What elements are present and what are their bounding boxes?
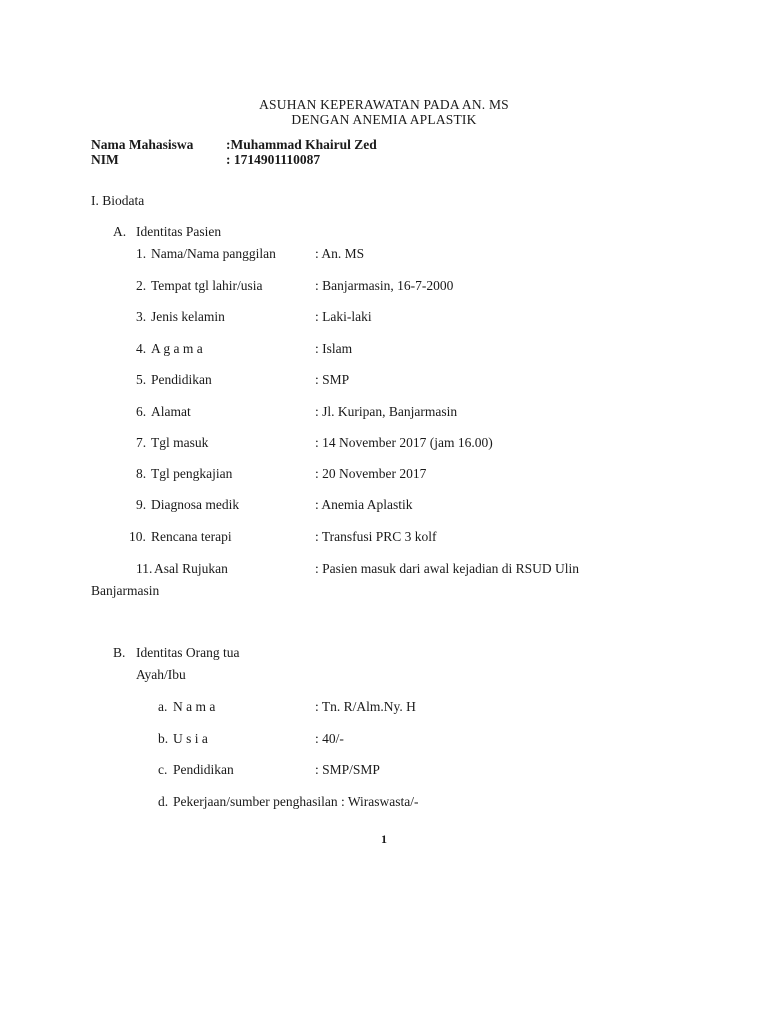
row-number: c. [158,762,168,777]
row-label: Tempat tgl lahir/usia [151,278,263,293]
page-number: 1 [381,832,387,846]
row-value: : Laki-laki [315,309,372,324]
row-label: N a m a [173,699,216,714]
row-value: : SMP [315,372,350,387]
document-title-line1: ASUHAN KEPERAWATAN PADA AN. MS [259,97,509,112]
row-value: : SMP/SMP [315,762,380,777]
row-number: b. [158,731,169,746]
row-label: Pendidikan [173,762,234,777]
row-value: : Tn. R/Alm.Ny. H [315,699,416,714]
patient-row [0,278,768,296]
patient-heading: Identitas Pasien [136,224,222,239]
student-name-value: :Muhammad Khairul Zed [226,137,377,152]
row-label: Alamat [151,404,191,419]
patient-row [0,466,768,484]
patient-row [0,561,768,579]
patient-row [0,529,768,547]
row-label: Tgl pengkajian [151,466,233,481]
patient-row [0,341,768,359]
row-value: : Pasien masuk dari awal kejadian di RSUD Ulin [315,561,579,576]
row-value: : 40/- [315,731,344,746]
row-value: : An. MS [315,246,365,261]
patient-row-continuation: Banjarmasin [91,583,160,598]
parents-heading-letter: B. [113,645,126,660]
row-value: : Banjarmasin, 16-7-2000 [315,278,454,293]
patient-row [0,435,768,453]
row-label: Asal Rujukan [154,561,228,576]
parent-row [0,762,768,780]
document-title-line2: DENGAN ANEMIA APLASTIK [291,112,477,127]
row-number: d. [158,794,169,809]
row-number: 10. [129,529,146,544]
row-number: 6. [136,404,147,419]
row-value: : 20 November 2017 [315,466,427,481]
row-label: U s i a [173,731,208,746]
row-number: 7. [136,435,147,450]
row-number: 8. [136,466,147,481]
row-text: Pekerjaan/sumber penghasilan : Wiraswasta/- [173,794,419,809]
patient-heading-letter: A. [113,224,127,239]
parents-subheading: Ayah/Ibu [136,667,186,682]
row-value: : Jl. Kuripan, Banjarmasin [315,404,458,419]
parent-row [0,699,768,717]
parent-row [0,794,768,812]
student-nim-value: : 1714901110087 [226,152,321,167]
patient-row [0,372,768,390]
row-number: 5. [136,372,147,387]
patient-row [0,497,768,515]
parent-row [0,731,768,749]
student-name-label: Nama Mahasiswa [91,137,194,152]
row-label: Tgl masuk [151,435,209,450]
row-number: 2. [136,278,147,293]
row-number: 11. [136,561,153,576]
patient-row [0,404,768,422]
row-value: : Transfusi PRC 3 kolf [315,529,437,544]
row-number: 3. [136,309,147,324]
row-label: Rencana terapi [151,529,232,544]
row-label: Pendidikan [151,372,212,387]
patient-row [0,246,768,264]
row-number: 4. [136,341,147,356]
row-value: : Islam [315,341,353,356]
row-number: a. [158,699,168,714]
section-biodata-heading: I. Biodata [91,193,145,208]
row-value: : Anemia Aplastik [315,497,413,512]
row-number: 9. [136,497,147,512]
row-number: 1. [136,246,147,261]
row-label: Diagnosa medik [151,497,240,512]
row-label: A g a m a [151,341,203,356]
row-label: Jenis kelamin [151,309,225,324]
student-nim-label: NIM [91,152,119,167]
patient-row [0,309,768,327]
parents-heading: Identitas Orang tua [136,645,240,660]
row-label: Nama/Nama panggilan [151,246,276,261]
row-value: : 14 November 2017 (jam 16.00) [315,435,493,450]
